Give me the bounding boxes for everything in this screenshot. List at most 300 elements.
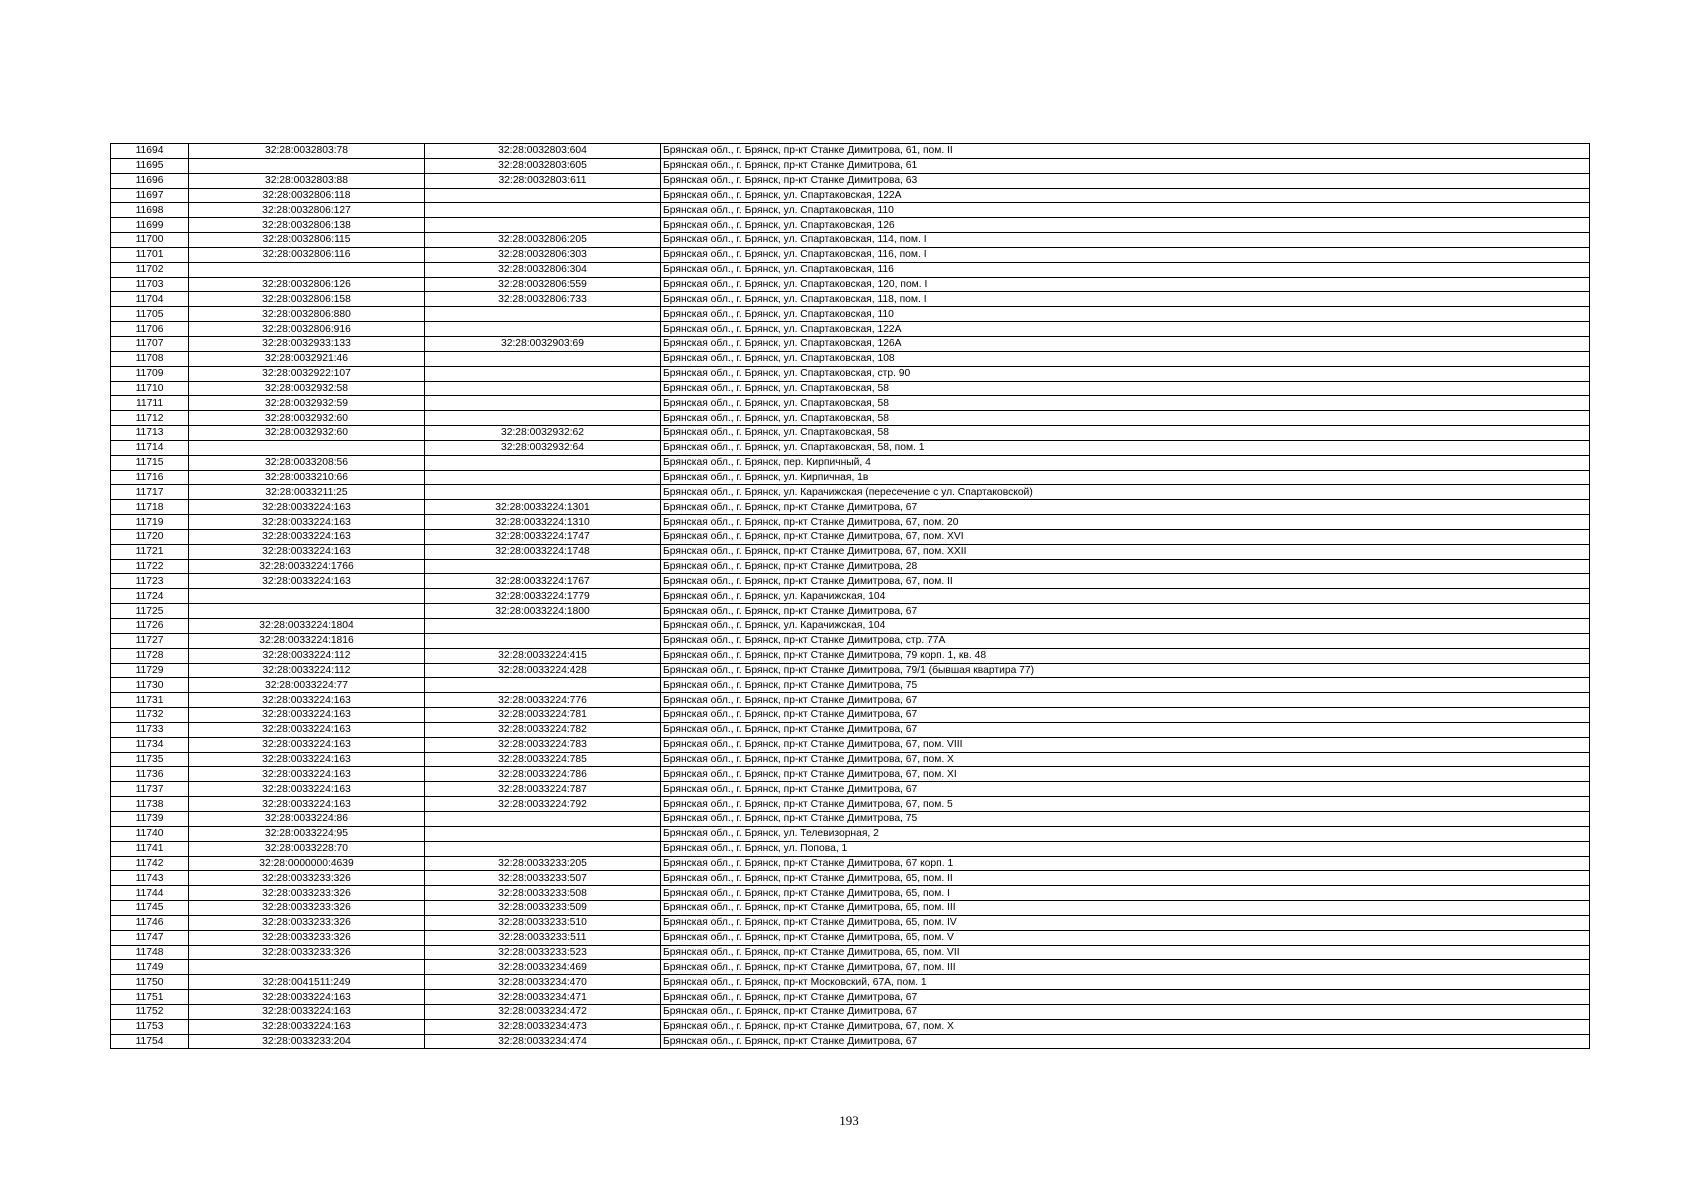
row-number-cell: 11729 xyxy=(111,663,189,678)
address-cell: Брянская обл., г. Брянск, ул. Спартаковская, 58 xyxy=(661,381,1590,396)
cadastral-number-cell: 32:28:0033224:1767 xyxy=(425,574,661,589)
address-cell: Брянская обл., г. Брянск, ул. Телевизорная, 2 xyxy=(661,826,1590,841)
address-cell: Брянская обл., г. Брянск, пр-кт Станке Димитрова, 67, пом. X xyxy=(661,752,1590,767)
cadastral-number-cell xyxy=(425,470,661,485)
table-row xyxy=(111,485,1590,500)
row-number-cell: 11699 xyxy=(111,218,189,233)
parent-cadastral-number-cell: 32:28:0033224:1766 xyxy=(189,559,425,574)
parent-cadastral-number-cell: 32:28:0032806:158 xyxy=(189,292,425,307)
cadastral-number-cell: 32:28:0033234:469 xyxy=(425,960,661,975)
table-row xyxy=(111,797,1590,812)
address-cell: Брянская обл., г. Брянск, пр-кт Станке Димитрова, 65, пом. V xyxy=(661,930,1590,945)
table-row xyxy=(111,990,1590,1005)
table-row xyxy=(111,678,1590,693)
table-row xyxy=(111,455,1590,470)
address-cell: Брянская обл., г. Брянск, ул. Спартаковская, 114, пом. I xyxy=(661,233,1590,248)
row-number-cell: 11716 xyxy=(111,470,189,485)
cadastral-number-cell xyxy=(425,307,661,322)
address-cell: Брянская обл., г. Брянск, пр-кт Станке Димитрова, 61 xyxy=(661,158,1590,173)
parent-cadastral-number-cell: 32:28:0032806:916 xyxy=(189,322,425,337)
address-cell: Брянская обл., г. Брянск, ул. Спартаковская, 122А xyxy=(661,188,1590,203)
table-row xyxy=(111,722,1590,737)
address-cell: Брянская обл., г. Брянск, пр-кт Станке Димитрова, 67 xyxy=(661,708,1590,723)
parent-cadastral-number-cell: 32:28:0033224:163 xyxy=(189,752,425,767)
row-number-cell: 11708 xyxy=(111,351,189,366)
cadastral-number-cell: 32:28:0033224:1800 xyxy=(425,604,661,619)
table-row xyxy=(111,307,1590,322)
parent-cadastral-number-cell: 32:28:0032806:116 xyxy=(189,247,425,262)
cadastral-number-cell: 32:28:0033234:471 xyxy=(425,990,661,1005)
table-row xyxy=(111,767,1590,782)
row-number-cell: 11736 xyxy=(111,767,189,782)
row-number-cell: 11706 xyxy=(111,322,189,337)
address-cell: Брянская обл., г. Брянск, пр-кт Станке Димитрова, 67 xyxy=(661,604,1590,619)
row-number-cell: 11733 xyxy=(111,722,189,737)
address-cell: Брянская обл., г. Брянск, пр-кт Станке Димитрова, 67 xyxy=(661,693,1590,708)
parent-cadastral-number-cell: 32:28:0000000:4639 xyxy=(189,856,425,871)
address-cell: Брянская обл., г. Брянск, пр-кт Станке Димитрова, 61, пом. II xyxy=(661,144,1590,159)
address-cell: Брянская обл., г. Брянск, пр-кт Станке Димитрова, стр. 77А xyxy=(661,633,1590,648)
row-number-cell: 11741 xyxy=(111,841,189,856)
table-row xyxy=(111,144,1590,159)
cadastral-number-cell: 32:28:0033224:783 xyxy=(425,737,661,752)
address-cell: Брянская обл., г. Брянск, пр-кт Станке Димитрова, 67 xyxy=(661,1004,1590,1019)
table-row xyxy=(111,915,1590,930)
table-row xyxy=(111,1019,1590,1034)
table-row xyxy=(111,277,1590,292)
cadastral-number-cell xyxy=(425,366,661,381)
table-row xyxy=(111,708,1590,723)
address-cell: Брянская обл., г. Брянск, пер. Кирпичный, 4 xyxy=(661,455,1590,470)
row-number-cell: 11727 xyxy=(111,633,189,648)
row-number-cell: 11745 xyxy=(111,901,189,916)
parent-cadastral-number-cell: 32:28:0033211:25 xyxy=(189,485,425,500)
parent-cadastral-number-cell: 32:28:0033224:86 xyxy=(189,811,425,826)
table-row xyxy=(111,515,1590,530)
address-cell: Брянская обл., г. Брянск, пр-кт Станке Димитрова, 67, пом. XVI xyxy=(661,529,1590,544)
address-cell: Брянская обл., г. Брянск, ул. Спартаковская, 126А xyxy=(661,336,1590,351)
row-number-cell: 11743 xyxy=(111,871,189,886)
address-cell: Брянская обл., г. Брянск, ул. Спартаковская, 58 xyxy=(661,426,1590,441)
address-cell: Брянская обл., г. Брянск, пр-кт Станке Димитрова, 67, пом. 5 xyxy=(661,797,1590,812)
table-row xyxy=(111,292,1590,307)
row-number-cell: 11752 xyxy=(111,1004,189,1019)
row-number-cell: 11724 xyxy=(111,589,189,604)
row-number-cell: 11744 xyxy=(111,886,189,901)
table-row xyxy=(111,559,1590,574)
row-number-cell: 11695 xyxy=(111,158,189,173)
row-number-cell: 11739 xyxy=(111,811,189,826)
cadastral-number-cell: 32:28:0033224:782 xyxy=(425,722,661,737)
table-row xyxy=(111,366,1590,381)
parent-cadastral-number-cell: 32:28:0033224:112 xyxy=(189,663,425,678)
cadastral-number-cell: 32:28:0032932:62 xyxy=(425,426,661,441)
table-row xyxy=(111,856,1590,871)
row-number-cell: 11725 xyxy=(111,604,189,619)
row-number-cell: 11718 xyxy=(111,500,189,515)
row-number-cell: 11731 xyxy=(111,693,189,708)
row-number-cell: 11734 xyxy=(111,737,189,752)
table-row xyxy=(111,440,1590,455)
parent-cadastral-number-cell: 32:28:0033224:1804 xyxy=(189,619,425,634)
cadastral-number-cell: 32:28:0033233:205 xyxy=(425,856,661,871)
parent-cadastral-number-cell: 32:28:0033233:326 xyxy=(189,901,425,916)
address-cell: Брянская обл., г. Брянск, ул. Спартаковская, 108 xyxy=(661,351,1590,366)
row-number-cell: 11701 xyxy=(111,247,189,262)
parent-cadastral-number-cell: 32:28:0033224:163 xyxy=(189,693,425,708)
parent-cadastral-number-cell: 32:28:0033233:326 xyxy=(189,930,425,945)
cadastral-number-cell xyxy=(425,455,661,470)
row-number-cell: 11726 xyxy=(111,619,189,634)
address-cell: Брянская обл., г. Брянск, пр-кт Станке Димитрова, 65, пом. II xyxy=(661,871,1590,886)
table-row xyxy=(111,381,1590,396)
row-number-cell: 11753 xyxy=(111,1019,189,1034)
row-number-cell: 11702 xyxy=(111,262,189,277)
parent-cadastral-number-cell: 32:28:0033224:163 xyxy=(189,797,425,812)
cadastral-number-cell: 32:28:0032903:69 xyxy=(425,336,661,351)
table-row xyxy=(111,960,1590,975)
cadastral-number-cell xyxy=(425,633,661,648)
row-number-cell: 11709 xyxy=(111,366,189,381)
table-row xyxy=(111,233,1590,248)
page-number: 193 xyxy=(839,1113,859,1128)
address-cell: Брянская обл., г. Брянск, пр-кт Станке Димитрова, 67, пом. X xyxy=(661,1019,1590,1034)
address-cell: Брянская обл., г. Брянск, пр-кт Станке Димитрова, 65, пом. IV xyxy=(661,915,1590,930)
parent-cadastral-number-cell xyxy=(189,589,425,604)
cadastral-number-cell: 32:28:0033224:1310 xyxy=(425,515,661,530)
address-cell: Брянская обл., г. Брянск, пр-кт Московский, 67А, пом. 1 xyxy=(661,975,1590,990)
parent-cadastral-number-cell: 32:28:0033224:163 xyxy=(189,767,425,782)
address-cell: Брянская обл., г. Брянск, пр-кт Станке Димитрова, 79 корп. 1, кв. 48 xyxy=(661,648,1590,663)
parent-cadastral-number-cell: 32:28:0041511:249 xyxy=(189,975,425,990)
address-cell: Брянская обл., г. Брянск, пр-кт Станке Димитрова, 67, пом. III xyxy=(661,960,1590,975)
address-cell: Брянская обл., г. Брянск, ул. Карачижская (пересечение с ул. Спартаковской) xyxy=(661,485,1590,500)
cadastral-number-cell xyxy=(425,678,661,693)
cadastral-number-cell: 32:28:0033234:473 xyxy=(425,1019,661,1034)
parent-cadastral-number-cell: 32:28:0032933:133 xyxy=(189,336,425,351)
table-row xyxy=(111,663,1590,678)
parent-cadastral-number-cell: 32:28:0032803:78 xyxy=(189,144,425,159)
row-number-cell: 11700 xyxy=(111,233,189,248)
row-number-cell: 11751 xyxy=(111,990,189,1005)
table-row xyxy=(111,322,1590,337)
row-number-cell: 11732 xyxy=(111,708,189,723)
cadastral-number-cell: 32:28:0033224:786 xyxy=(425,767,661,782)
cadastral-number-cell: 32:28:0033233:507 xyxy=(425,871,661,886)
row-number-cell: 11721 xyxy=(111,544,189,559)
row-number-cell: 11711 xyxy=(111,396,189,411)
parent-cadastral-number-cell: 32:28:0032803:88 xyxy=(189,173,425,188)
table-row xyxy=(111,871,1590,886)
address-cell: Брянская обл., г. Брянск, пр-кт Станке Димитрова, 67 xyxy=(661,1034,1590,1049)
address-cell: Брянская обл., г. Брянск, пр-кт Станке Димитрова, 67, пом. II xyxy=(661,574,1590,589)
parent-cadastral-number-cell: 32:28:0032932:60 xyxy=(189,426,425,441)
table-row xyxy=(111,811,1590,826)
row-number-cell: 11730 xyxy=(111,678,189,693)
parent-cadastral-number-cell: 32:28:0033224:163 xyxy=(189,1004,425,1019)
parent-cadastral-number-cell: 32:28:0033224:163 xyxy=(189,529,425,544)
address-cell: Брянская обл., г. Брянск, ул. Кирпичная, 1в xyxy=(661,470,1590,485)
cadastral-number-cell: 32:28:0032806:303 xyxy=(425,247,661,262)
cadastral-number-cell xyxy=(425,203,661,218)
address-cell: Брянская обл., г. Брянск, пр-кт Станке Димитрова, 65, пом. VII xyxy=(661,945,1590,960)
address-cell: Брянская обл., г. Брянск, пр-кт Станке Димитрова, 67, пом. XXII xyxy=(661,544,1590,559)
parent-cadastral-number-cell: 32:28:0033224:95 xyxy=(189,826,425,841)
table-row xyxy=(111,886,1590,901)
row-number-cell: 11749 xyxy=(111,960,189,975)
row-number-cell: 11697 xyxy=(111,188,189,203)
parent-cadastral-number-cell: 32:28:0033224:163 xyxy=(189,515,425,530)
table-row xyxy=(111,351,1590,366)
address-cell: Брянская обл., г. Брянск, ул. Спартаковская, 118, пом. I xyxy=(661,292,1590,307)
cadastral-number-cell: 32:28:0033224:1301 xyxy=(425,500,661,515)
table-row xyxy=(111,826,1590,841)
table-row xyxy=(111,544,1590,559)
parent-cadastral-number-cell: 32:28:0033228:70 xyxy=(189,841,425,856)
table-row xyxy=(111,218,1590,233)
row-number-cell: 11754 xyxy=(111,1034,189,1049)
address-cell: Брянская обл., г. Брянск, ул. Спартаковская, 58 xyxy=(661,396,1590,411)
parent-cadastral-number-cell: 32:28:0033224:163 xyxy=(189,574,425,589)
row-number-cell: 11747 xyxy=(111,930,189,945)
parent-cadastral-number-cell: 32:28:0032806:127 xyxy=(189,203,425,218)
parent-cadastral-number-cell: 32:28:0033224:77 xyxy=(189,678,425,693)
address-cell: Брянская обл., г. Брянск, пр-кт Станке Димитрова, 79/1 (бывшая квартира 77) xyxy=(661,663,1590,678)
parent-cadastral-number-cell: 32:28:0033233:326 xyxy=(189,886,425,901)
address-cell: Брянская обл., г. Брянск, ул. Карачижская, 104 xyxy=(661,619,1590,634)
parent-cadastral-number-cell: 32:28:0033224:163 xyxy=(189,544,425,559)
parent-cadastral-number-cell xyxy=(189,440,425,455)
table-row xyxy=(111,411,1590,426)
address-cell: Брянская обл., г. Брянск, ул. Спартаковская, 116, пом. I xyxy=(661,247,1590,262)
cadastral-number-cell: 32:28:0033224:1747 xyxy=(425,529,661,544)
cadastral-number-cell: 32:28:0033224:428 xyxy=(425,663,661,678)
address-cell: Брянская обл., г. Брянск, пр-кт Станке Димитрова, 67 xyxy=(661,500,1590,515)
parent-cadastral-number-cell: 32:28:0033233:204 xyxy=(189,1034,425,1049)
table-row xyxy=(111,396,1590,411)
cadastral-number-cell xyxy=(425,381,661,396)
address-cell: Брянская обл., г. Брянск, ул. Попова, 1 xyxy=(661,841,1590,856)
row-number-cell: 11712 xyxy=(111,411,189,426)
row-number-cell: 11707 xyxy=(111,336,189,351)
table-row xyxy=(111,604,1590,619)
cadastral-number-cell xyxy=(425,826,661,841)
table-row xyxy=(111,574,1590,589)
row-number-cell: 11717 xyxy=(111,485,189,500)
row-number-cell: 11719 xyxy=(111,515,189,530)
address-cell: Брянская обл., г. Брянск, пр-кт Станке Димитрова, 63 xyxy=(661,173,1590,188)
parent-cadastral-number-cell: 32:28:0032932:60 xyxy=(189,411,425,426)
row-number-cell: 11750 xyxy=(111,975,189,990)
address-cell: Брянская обл., г. Брянск, ул. Спартаковская, 126 xyxy=(661,218,1590,233)
row-number-cell: 11713 xyxy=(111,426,189,441)
cadastral-number-cell: 32:28:0032803:605 xyxy=(425,158,661,173)
row-number-cell: 11705 xyxy=(111,307,189,322)
row-number-cell: 11720 xyxy=(111,529,189,544)
parent-cadastral-number-cell: 32:28:0032806:880 xyxy=(189,307,425,322)
cadastral-number-cell: 32:28:0033224:792 xyxy=(425,797,661,812)
cadastral-number-cell xyxy=(425,351,661,366)
address-cell: Брянская обл., г. Брянск, пр-кт Станке Димитрова, 67, пом. XI xyxy=(661,767,1590,782)
table-row xyxy=(111,648,1590,663)
table-row xyxy=(111,173,1590,188)
cadastral-number-cell: 32:28:0033224:787 xyxy=(425,782,661,797)
cadastral-number-cell: 32:28:0033233:523 xyxy=(425,945,661,960)
address-cell: Брянская обл., г. Брянск, ул. Спартаковская, 58 xyxy=(661,411,1590,426)
table-row xyxy=(111,247,1590,262)
address-cell: Брянская обл., г. Брянск, ул. Спартаковская, стр. 90 xyxy=(661,366,1590,381)
address-cell: Брянская обл., г. Брянск, пр-кт Станке Димитрова, 75 xyxy=(661,678,1590,693)
parent-cadastral-number-cell: 32:28:0032806:118 xyxy=(189,188,425,203)
registry-table-body xyxy=(111,144,1590,1049)
cadastral-number-cell xyxy=(425,811,661,826)
table-row xyxy=(111,737,1590,752)
table-row xyxy=(111,901,1590,916)
cadastral-number-cell: 32:28:0033224:785 xyxy=(425,752,661,767)
parent-cadastral-number-cell: 32:28:0033233:326 xyxy=(189,945,425,960)
parent-cadastral-number-cell: 32:28:0033224:163 xyxy=(189,782,425,797)
address-cell: Брянская обл., г. Брянск, пр-кт Станке Димитрова, 28 xyxy=(661,559,1590,574)
cadastral-number-cell: 32:28:0032806:205 xyxy=(425,233,661,248)
table-row xyxy=(111,782,1590,797)
row-number-cell: 11740 xyxy=(111,826,189,841)
table-row xyxy=(111,693,1590,708)
cadastral-number-cell xyxy=(425,218,661,233)
row-number-cell: 11735 xyxy=(111,752,189,767)
parent-cadastral-number-cell: 32:28:0033224:163 xyxy=(189,722,425,737)
parent-cadastral-number-cell: 32:28:0033233:326 xyxy=(189,915,425,930)
table-row xyxy=(111,619,1590,634)
cadastral-number-cell: 32:28:0033234:472 xyxy=(425,1004,661,1019)
cadastral-number-cell xyxy=(425,619,661,634)
table-row xyxy=(111,262,1590,277)
parent-cadastral-number-cell: 32:28:0033208:56 xyxy=(189,455,425,470)
row-number-cell: 11714 xyxy=(111,440,189,455)
cadastral-number-cell: 32:28:0033233:509 xyxy=(425,901,661,916)
address-cell: Брянская обл., г. Брянск, пр-кт Станке Димитрова, 75 xyxy=(661,811,1590,826)
parent-cadastral-number-cell: 32:28:0032932:59 xyxy=(189,396,425,411)
table-row xyxy=(111,188,1590,203)
cadastral-number-cell xyxy=(425,322,661,337)
cadastral-number-cell: 32:28:0032806:559 xyxy=(425,277,661,292)
registry-table xyxy=(110,143,1590,1049)
row-number-cell: 11722 xyxy=(111,559,189,574)
address-cell: Брянская обл., г. Брянск, ул. Спартаковская, 120, пом. I xyxy=(661,277,1590,292)
row-number-cell: 11742 xyxy=(111,856,189,871)
cadastral-number-cell: 32:28:0033234:474 xyxy=(425,1034,661,1049)
parent-cadastral-number-cell: 32:28:0033224:163 xyxy=(189,708,425,723)
parent-cadastral-number-cell: 32:28:0033224:163 xyxy=(189,737,425,752)
parent-cadastral-number-cell: 32:28:0032922:107 xyxy=(189,366,425,381)
table-row xyxy=(111,841,1590,856)
parent-cadastral-number-cell xyxy=(189,262,425,277)
address-cell: Брянская обл., г. Брянск, ул. Спартаковская, 116 xyxy=(661,262,1590,277)
row-number-cell: 11723 xyxy=(111,574,189,589)
parent-cadastral-number-cell: 32:28:0032806:126 xyxy=(189,277,425,292)
row-number-cell: 11696 xyxy=(111,173,189,188)
row-number-cell: 11748 xyxy=(111,945,189,960)
table-row xyxy=(111,930,1590,945)
table-row xyxy=(111,752,1590,767)
address-cell: Брянская обл., г. Брянск, ул. Спартаковская, 110 xyxy=(661,203,1590,218)
cadastral-number-cell xyxy=(425,485,661,500)
cadastral-number-cell: 32:28:0032806:733 xyxy=(425,292,661,307)
table-row xyxy=(111,589,1590,604)
table-row xyxy=(111,1004,1590,1019)
cadastral-number-cell xyxy=(425,188,661,203)
row-number-cell: 11737 xyxy=(111,782,189,797)
table-row xyxy=(111,1034,1590,1049)
table-row xyxy=(111,529,1590,544)
cadastral-number-cell xyxy=(425,396,661,411)
parent-cadastral-number-cell xyxy=(189,604,425,619)
address-cell: Брянская обл., г. Брянск, пр-кт Станке Димитрова, 67 корп. 1 xyxy=(661,856,1590,871)
row-number-cell: 11710 xyxy=(111,381,189,396)
cadastral-number-cell: 32:28:0033224:415 xyxy=(425,648,661,663)
row-number-cell: 11694 xyxy=(111,144,189,159)
cadastral-number-cell: 32:28:0033224:1779 xyxy=(425,589,661,604)
cadastral-number-cell: 32:28:0032803:611 xyxy=(425,173,661,188)
cadastral-number-cell: 32:28:0032932:64 xyxy=(425,440,661,455)
row-number-cell: 11698 xyxy=(111,203,189,218)
address-cell: Брянская обл., г. Брянск, ул. Карачижская, 104 xyxy=(661,589,1590,604)
row-number-cell: 11704 xyxy=(111,292,189,307)
parent-cadastral-number-cell: 32:28:0032932:58 xyxy=(189,381,425,396)
cadastral-number-cell: 32:28:0032806:304 xyxy=(425,262,661,277)
table-row xyxy=(111,975,1590,990)
parent-cadastral-number-cell: 32:28:0032921:46 xyxy=(189,351,425,366)
row-number-cell: 11728 xyxy=(111,648,189,663)
address-cell: Брянская обл., г. Брянск, ул. Спартаковская, 110 xyxy=(661,307,1590,322)
parent-cadastral-number-cell: 32:28:0032806:138 xyxy=(189,218,425,233)
parent-cadastral-number-cell xyxy=(189,960,425,975)
parent-cadastral-number-cell: 32:28:0033210:66 xyxy=(189,470,425,485)
address-cell: Брянская обл., г. Брянск, ул. Спартаковская, 58, пом. 1 xyxy=(661,440,1590,455)
table-row xyxy=(111,470,1590,485)
parent-cadastral-number-cell: 32:28:0033224:1816 xyxy=(189,633,425,648)
cadastral-number-cell xyxy=(425,411,661,426)
cadastral-number-cell xyxy=(425,559,661,574)
cadastral-number-cell xyxy=(425,841,661,856)
cadastral-number-cell: 32:28:0032803:604 xyxy=(425,144,661,159)
table-row xyxy=(111,336,1590,351)
parent-cadastral-number-cell: 32:28:0032806:115 xyxy=(189,233,425,248)
address-cell: Брянская обл., г. Брянск, пр-кт Станке Димитрова, 67, пом. 20 xyxy=(661,515,1590,530)
address-cell: Брянская обл., г. Брянск, ул. Спартаковская, 122А xyxy=(661,322,1590,337)
cadastral-number-cell: 32:28:0033233:508 xyxy=(425,886,661,901)
table-row xyxy=(111,158,1590,173)
table-row xyxy=(111,633,1590,648)
cadastral-number-cell: 32:28:0033234:470 xyxy=(425,975,661,990)
address-cell: Брянская обл., г. Брянск, пр-кт Станке Димитрова, 67 xyxy=(661,990,1590,1005)
row-number-cell: 11738 xyxy=(111,797,189,812)
address-cell: Брянская обл., г. Брянск, пр-кт Станке Димитрова, 65, пом. I xyxy=(661,886,1590,901)
parent-cadastral-number-cell: 32:28:0033224:163 xyxy=(189,1019,425,1034)
parent-cadastral-number-cell: 32:28:0033224:163 xyxy=(189,990,425,1005)
cadastral-number-cell: 32:28:0033224:1748 xyxy=(425,544,661,559)
row-number-cell: 11715 xyxy=(111,455,189,470)
table-row xyxy=(111,203,1590,218)
parent-cadastral-number-cell: 32:28:0033233:326 xyxy=(189,871,425,886)
parent-cadastral-number-cell: 32:28:0033224:112 xyxy=(189,648,425,663)
parent-cadastral-number-cell: 32:28:0033224:163 xyxy=(189,500,425,515)
table-row xyxy=(111,500,1590,515)
cadastral-number-cell: 32:28:0033224:776 xyxy=(425,693,661,708)
cadastral-number-cell: 32:28:0033233:510 xyxy=(425,915,661,930)
parent-cadastral-number-cell xyxy=(189,158,425,173)
address-cell: Брянская обл., г. Брянск, пр-кт Станке Димитрова, 67 xyxy=(661,722,1590,737)
cadastral-number-cell: 32:28:0033224:781 xyxy=(425,708,661,723)
